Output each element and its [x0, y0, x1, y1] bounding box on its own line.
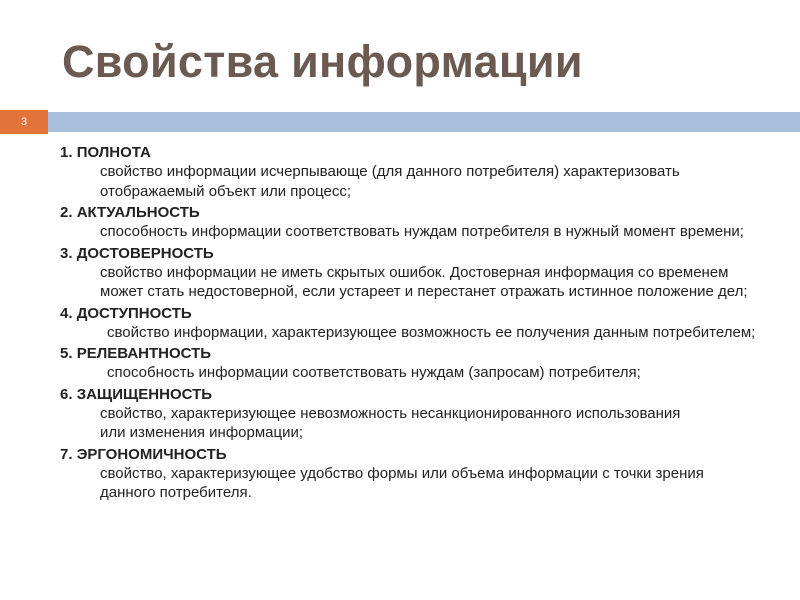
item-title: ДОСТУПНОСТЬ	[76, 304, 192, 322]
item-number: 3.	[60, 244, 73, 262]
properties-list	[60, 143, 790, 505]
item-heading	[60, 344, 790, 363]
list-item	[60, 244, 790, 302]
list-item	[60, 304, 790, 343]
item-description: свойство информации не иметь скрытых ошибок. Достоверная информация со временем может стать недостоверной, если устареет и перестанет отражать истинное положение дел;	[100, 263, 748, 300]
slide-number-badge: 3	[0, 110, 48, 134]
list-item	[60, 203, 790, 242]
title-underline-bar	[48, 112, 800, 132]
list-item	[60, 445, 790, 503]
item-title: ПОЛНОТА	[76, 144, 151, 161]
item-number: 2.	[60, 204, 73, 221]
item-description: свойство информации, характеризующее возможность ее получения данным потребителем;	[107, 323, 756, 341]
item-heading	[60, 304, 790, 323]
item-number: 4.	[60, 304, 73, 322]
item-heading	[60, 385, 790, 404]
item-title: ЭРГОНОМИЧНОСТЬ	[76, 445, 227, 463]
item-number: 5.	[60, 345, 73, 362]
item-title: ЗАЩИЩЕННОСТЬ	[76, 385, 213, 403]
list-item	[60, 385, 790, 443]
item-description: свойство, характеризующее невозможность несанкционированного использования или изменения информации;	[100, 404, 681, 441]
item-heading	[60, 244, 790, 263]
item-description: способность информации соответствовать нуждам (запросам) потребителя;	[107, 364, 641, 381]
item-title: РЕЛЕВАНТНОСТЬ	[76, 345, 212, 362]
list-item	[60, 344, 790, 383]
slide-title: Свойства информации	[62, 36, 583, 87]
item-number: 6.	[60, 385, 73, 403]
item-heading	[60, 203, 790, 222]
item-title: АКТУАЛЬНОСТЬ	[76, 204, 200, 221]
item-number: 7.	[60, 445, 73, 463]
item-description: свойство информации исчерпывающе (для данного потребителя) характеризовать отображаемый объект или процесс;	[100, 163, 680, 200]
item-description: свойство, характеризующее удобство формы или объема информации с точки зрения данного потребителя.	[100, 464, 704, 501]
item-heading	[60, 143, 790, 162]
item-heading	[60, 445, 790, 464]
item-number: 1.	[60, 144, 73, 161]
list-item	[60, 143, 790, 201]
item-title: ДОСТОВЕРНОСТЬ	[76, 244, 214, 262]
item-description: способность информации соответствовать нуждам потребителя в нужный момент времени;	[100, 223, 744, 240]
